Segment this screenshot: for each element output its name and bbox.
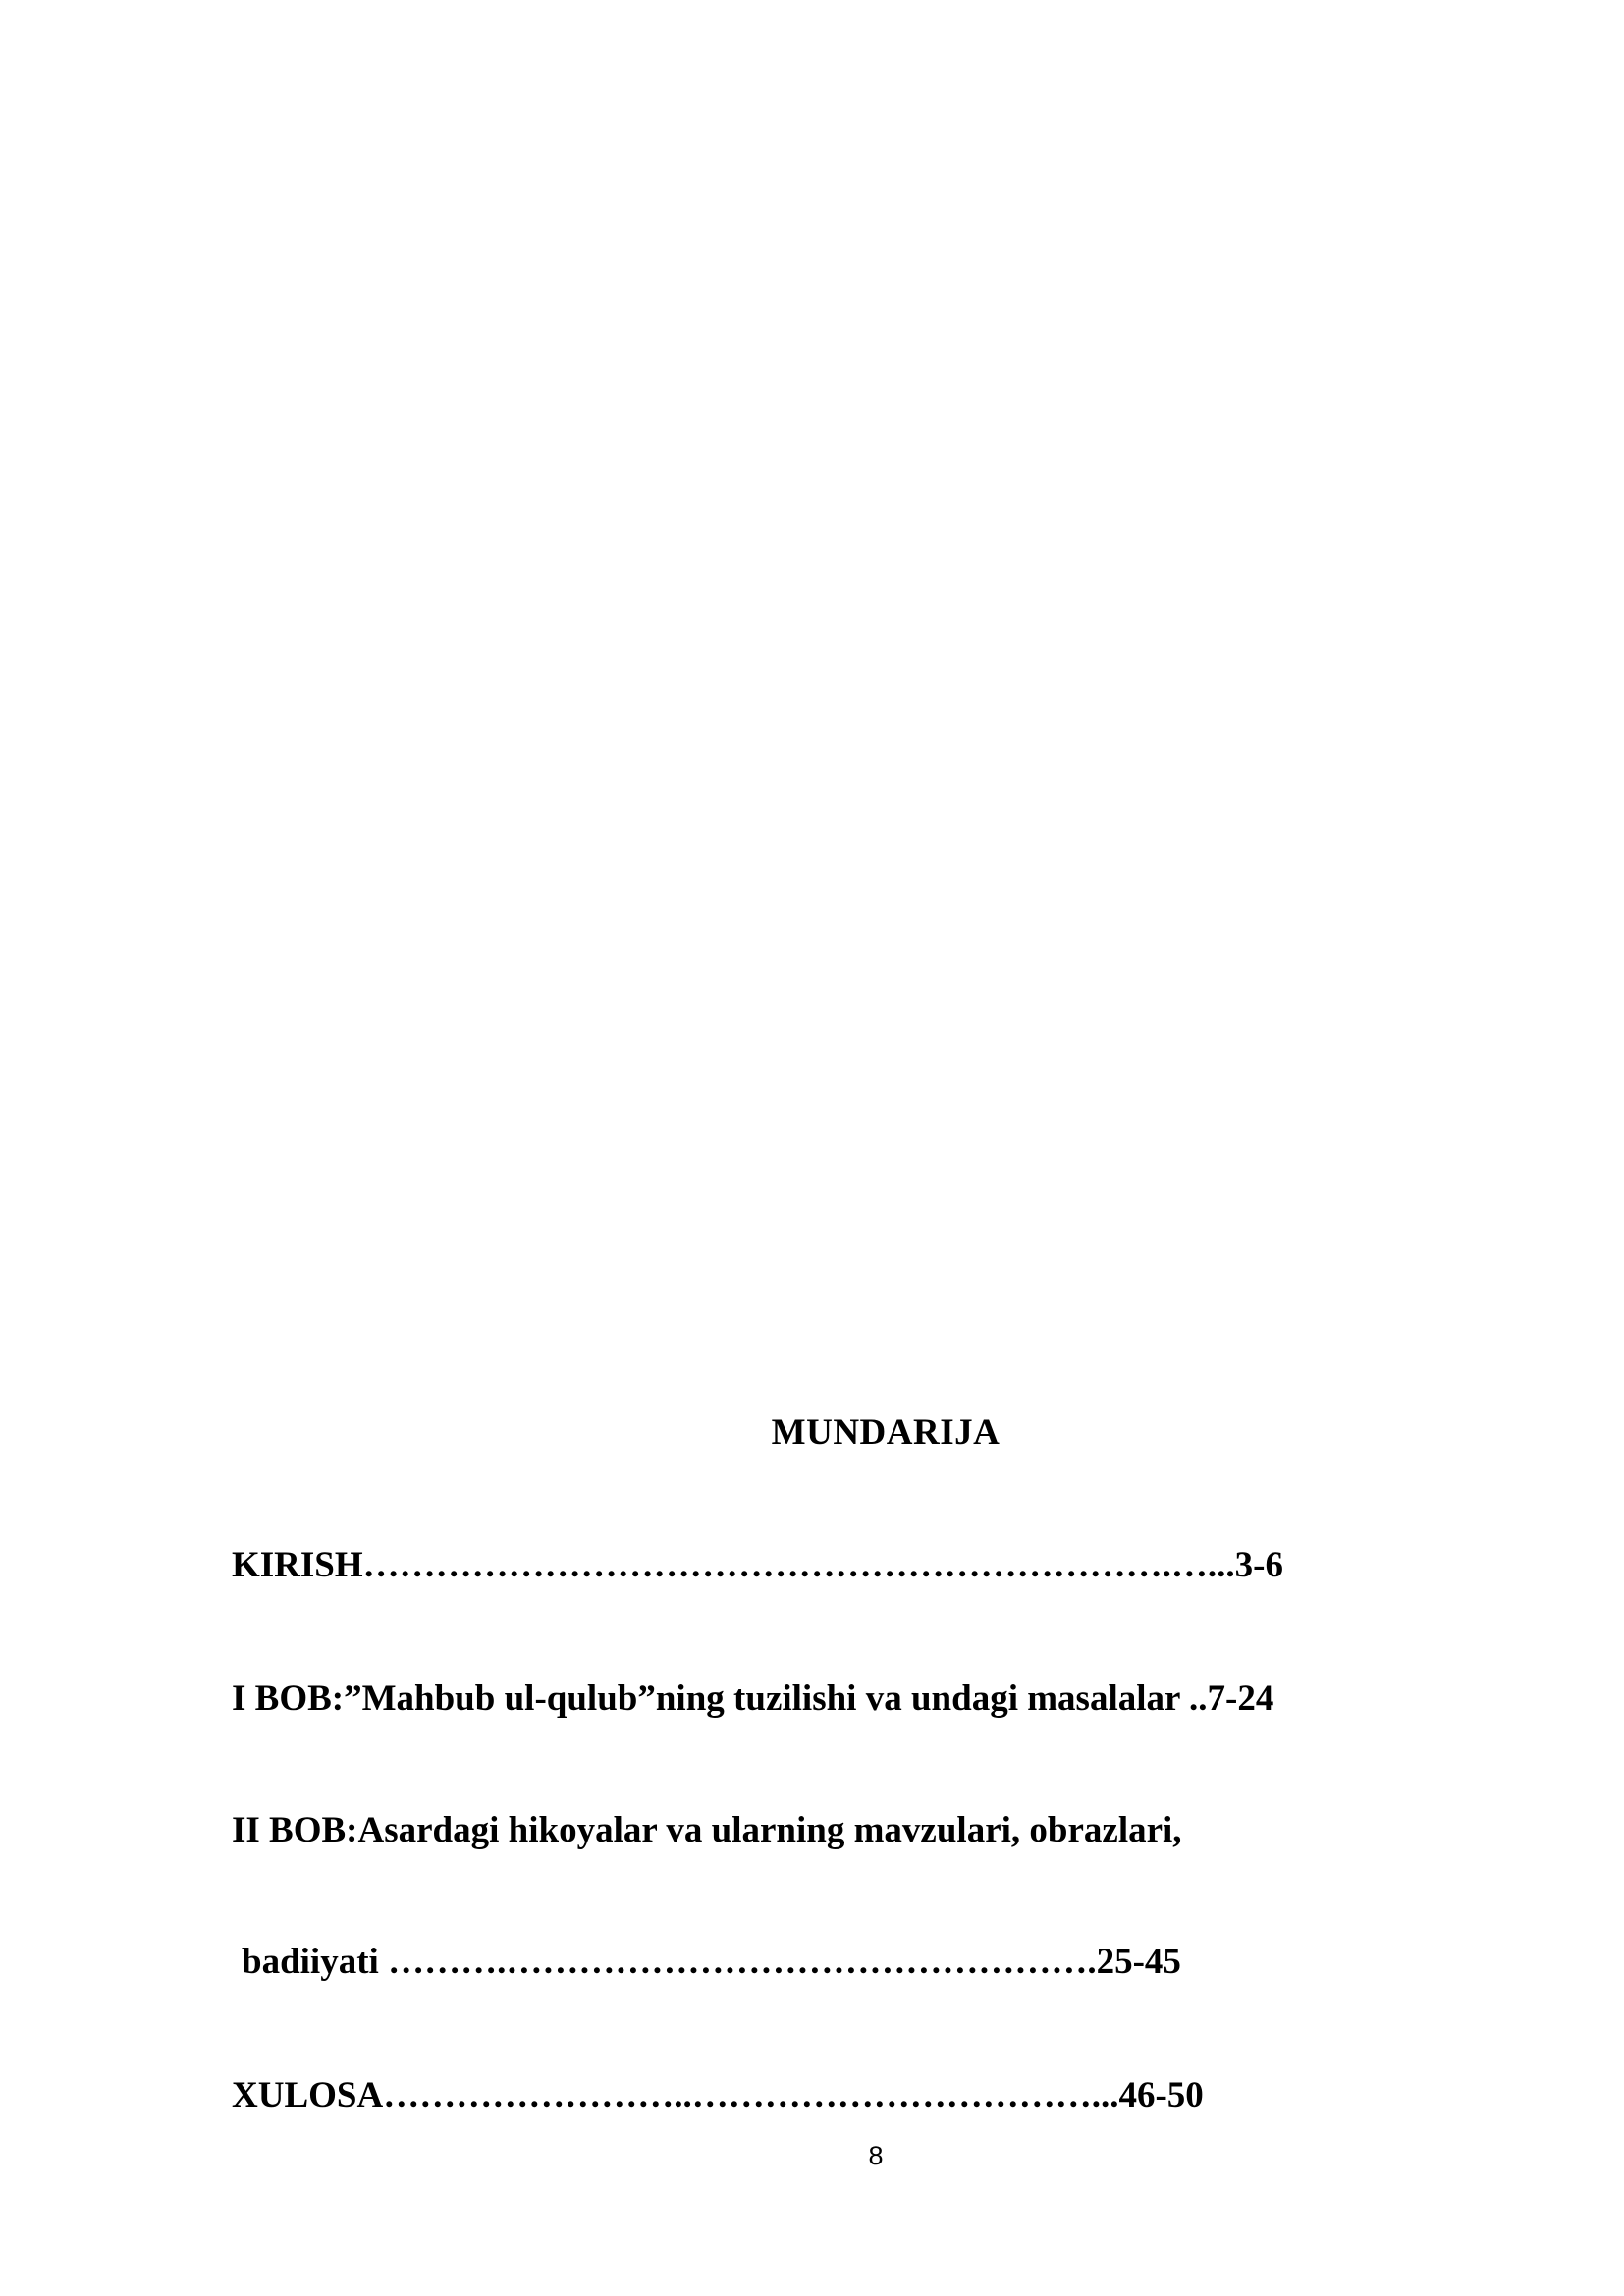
toc-entry-chapter-2-continued: badiiyati ……….………………………………………….25-45 bbox=[242, 1942, 1181, 1982]
toc-entry-kirish: KIRISH………………………………………………………….…...3-6 bbox=[232, 1545, 1283, 1585]
toc-entry-chapter-2: II BOB:Asardagi hikoyalar va ularning mavzulari, obrazlari, bbox=[232, 1810, 1182, 1850]
toc-title: MUNDARIJA bbox=[771, 1413, 1001, 1453]
page-number: 8 bbox=[868, 2141, 884, 2170]
toc-entry-chapter-1: I BOB:”Mahbub ul-qulub”ning tuzilishi va undagi masalalar ..7-24 bbox=[232, 1679, 1274, 1719]
toc-entry-xulosa: XULOSA……………………..……………………………...46-50 bbox=[232, 2075, 1204, 2115]
